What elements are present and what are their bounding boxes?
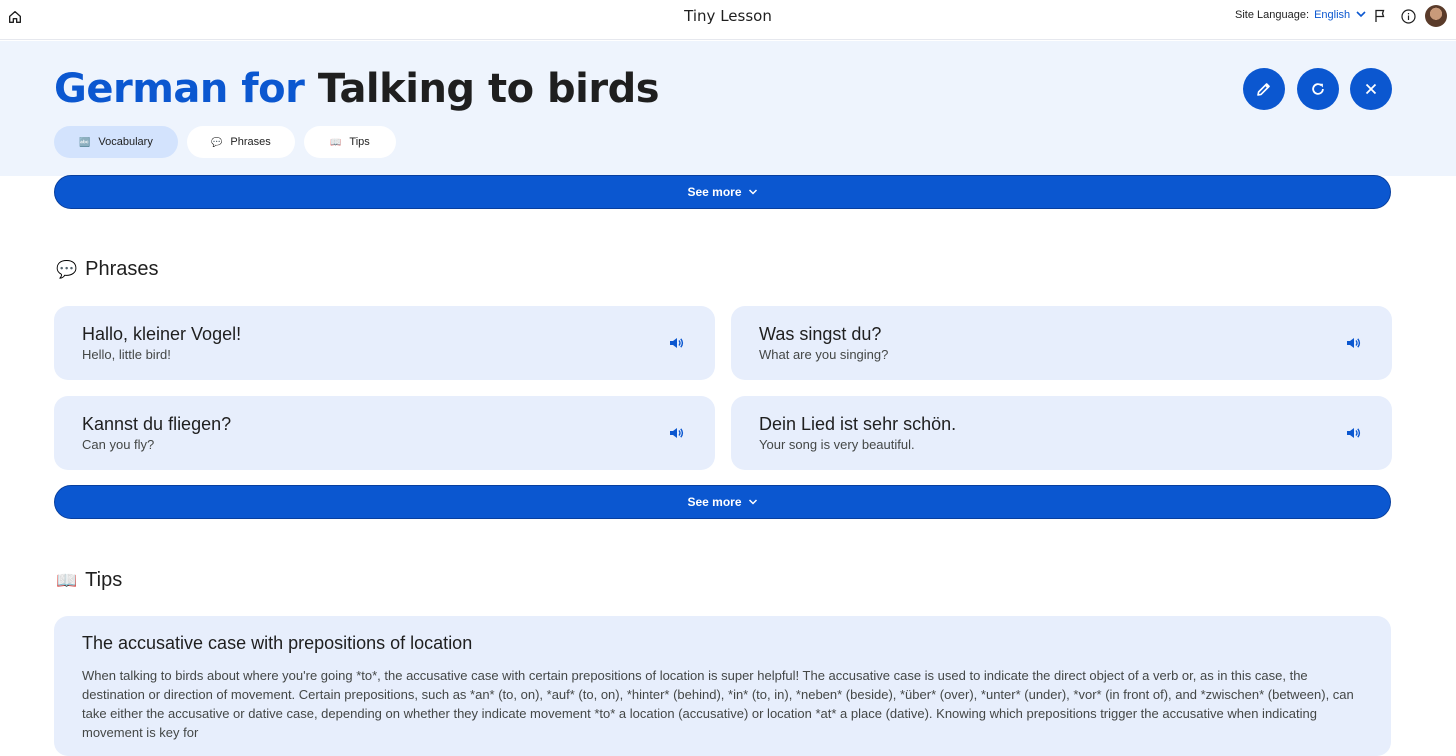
phrase-text: Dein Lied ist sehr schön. <box>759 414 957 434</box>
book-icon: 📖 <box>56 570 78 590</box>
phrase-translation: What are you singing? <box>759 347 889 362</box>
tip-title: The accusative case with prepositions of location <box>82 633 473 653</box>
title-language: German for <box>54 66 305 112</box>
tab-vocabulary[interactable] <box>54 126 178 158</box>
vocabulary-icon: 🔤 <box>79 136 91 147</box>
app-title: Tiny Lesson <box>684 7 772 25</box>
flag-icon[interactable] <box>1373 9 1387 23</box>
phrases-heading <box>56 258 159 281</box>
vocabulary-see-more-button[interactable] <box>54 175 1391 209</box>
phrase-translation: Can you fly? <box>82 437 155 452</box>
tab-phrases[interactable] <box>187 126 295 158</box>
site-language-label: Site Language: <box>1235 9 1310 21</box>
see-more-label: See more <box>687 185 742 199</box>
edit-icon <box>1255 80 1273 98</box>
section-title: Phrases <box>85 258 159 280</box>
phrase-card <box>731 396 1392 470</box>
phrase-translation: Hello, little bird! <box>82 347 171 362</box>
tip-body: When talking to birds about where you're going *to*, the accusative case with certain prepositions of location is super helpful! The accusative case is used to indicate the direct object of a verb or, as in this case, the destination or direction of movement. Certain prepositions, such as *an* (to, on), *auf* (to, on), *hinter* (behind), *in* (to, in), *neben* (beside), *über* (over), *unter* (under), *vor* (in front of), and *zwischen* (between), can take either the accusative or dative case, depending on whether they indicate movement *to* a location (accusative) or location *at* a place (dative). Knowing which prepositions trigger the accusative when indicating movement is key for <box>82 668 1354 740</box>
title-topic: Talking to birds <box>317 66 660 112</box>
site-language-value: English <box>1314 9 1351 21</box>
speaker-icon[interactable] <box>668 335 684 351</box>
phrase-text: Was singst du? <box>759 324 882 344</box>
phrase-card <box>54 396 715 470</box>
tab-tips[interactable] <box>304 126 396 158</box>
speech-bubble-icon: 💬 <box>56 259 78 279</box>
tips-heading <box>56 569 122 592</box>
site-language-selector[interactable] <box>1235 9 1367 21</box>
close-icon <box>1362 80 1380 98</box>
book-icon: 📖 <box>330 136 342 147</box>
avatar[interactable] <box>1425 5 1447 27</box>
info-icon[interactable] <box>1401 9 1416 24</box>
chevron-down-icon <box>1355 9 1367 19</box>
tab-label: Vocabulary <box>98 136 153 148</box>
speaker-icon[interactable] <box>1345 425 1361 441</box>
tab-label: Tips <box>349 136 370 148</box>
refresh-icon <box>1309 80 1327 98</box>
speaker-icon[interactable] <box>1345 335 1361 351</box>
phrase-text: Hallo, kleiner Vogel! <box>82 324 242 344</box>
close-button[interactable] <box>1350 68 1392 110</box>
refresh-button[interactable] <box>1297 68 1339 110</box>
speech-bubble-icon: 💬 <box>211 136 223 147</box>
phrase-translation: Your song is very beautiful. <box>759 437 915 452</box>
page-title <box>54 66 659 112</box>
phrase-text: Kannst du fliegen? <box>82 414 232 434</box>
chevron-down-icon <box>748 497 758 507</box>
speaker-icon[interactable] <box>668 425 684 441</box>
tip-card <box>54 616 1391 756</box>
edit-button[interactable] <box>1243 68 1285 110</box>
tab-label: Phrases <box>230 136 271 148</box>
phrases-see-more-button[interactable] <box>54 485 1391 519</box>
phrase-card <box>731 306 1392 380</box>
chevron-down-icon <box>748 187 758 197</box>
phrase-card <box>54 306 715 380</box>
section-title: Tips <box>85 569 123 591</box>
see-more-label: See more <box>687 495 742 509</box>
top-bar <box>0 0 1456 40</box>
